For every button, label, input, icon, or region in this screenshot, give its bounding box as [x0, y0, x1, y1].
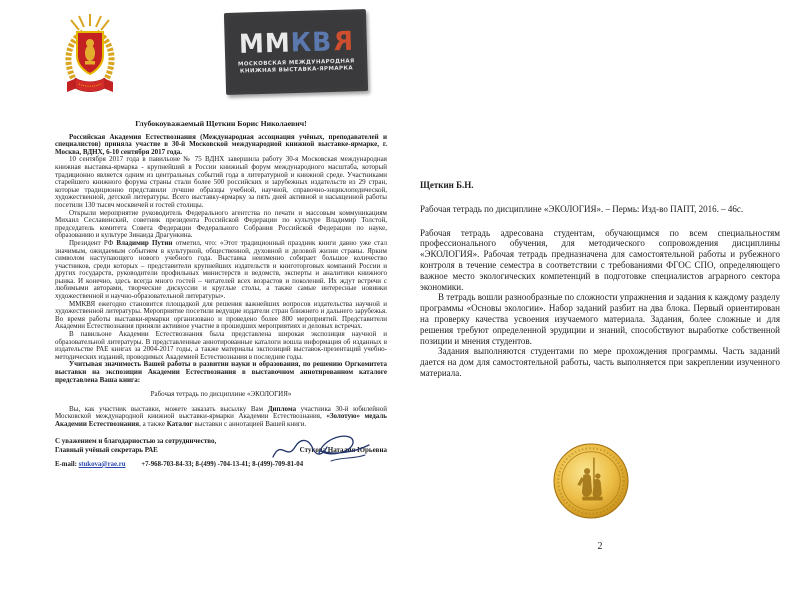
signer-name: Стукова Наталия Юрьевна	[299, 446, 387, 455]
annotation-author: Щеткин Б.Н.	[420, 180, 474, 190]
letter-greeting: Глубокоуважаемый Щеткин Борис Николаевич!	[135, 119, 307, 128]
letter-paragraph-5: В павильоне Академии Естествознания была представлена широкая экспозиция научной и образовательной литературы. В представленные аннотированные каталоги вошла информация об изданных в издательстве РАЕ книгах за 2004-2017 годы, а также материалы экспозиций выставок-презентаций учебно-методических изданий, проводимых Академией Естествознания в последние годы.	[55, 330, 387, 361]
annotation-paragraph-2: В тетрадь вошли разнообразные по сложности упражнения и задания к каждому разделу программы «Основы экологии». Набор заданий разбит на два блока. Первый ориентирован на проверку качества усвоения изучаемого материала. Задания, более сложные и для решения требуют определенной эрудиции и знаний, способствуют выработке собственной позиции и мнения студентов.	[420, 292, 780, 346]
closing-respect-line: С уважением и благодарностью за сотрудничество,	[55, 436, 217, 445]
letter-closing	[55, 438, 387, 455]
mmkvya-caption-line2: КНИЖНАЯ ВЫСТАВКА-ЯРМАРКА	[239, 64, 354, 75]
mmkvya-plaque	[224, 9, 368, 95]
letter-paragraph-2: Открыли мероприятие руководитель Федерального агентства по печати и массовым коммуникациям Михаил Сеславинский, советник президента Российской Федерации по культуре Владимир Толстой, председатель комитета Совета Федерации Федерального Собрания Российской Федерации по науке, образованию и культуре Зинаида Драгункина.	[55, 208, 387, 240]
letter-paragraph-1: 10 сентября 2017 года в павильоне № 75 ВДНХ завершила работу 30-я Московская международная книжная выставка-ярмарка - крупнейший в России книжный форум международного масштаба, который традиционно является одним из центральных событий года в литературной и книжной среде. Участниками старейшего книжного форума страны стали более 500 российских и зарубежных издательств из 29 стран, которые традиционно представили лучшие образцы учебной, научной, справочно-энциклопедической, художественной, детской литературы. Всего выставку-ярмарку за пять дней активной и насыщенной работы посетили 130 тысяч москвичей и гостей столицы.	[55, 155, 387, 209]
annotation-page	[420, 180, 780, 592]
letter-paragraph-3: Президент РФ Владимир Путин отметил, что: «Этот традиционный праздник книги давно уже стал значимым, ожидаемым событием в культурной, общественной, духовной и деловой жизни страны. Ярким символом наступающего нового учебного года. Выставка неизменно собирает большое количество участников, среди которых – представители крупнейших издательств и книготорговых компаний России и других государств, руководители профильных министерств и ведомств, эксперты и аналитики книжного рынка. И конечно, здесь всегда много гостей – читателей всех возрастов и поколений. Их ждут встречи с любимыми авторами, творческие дискуссии и круглые столы, а также самые интересные новинки художественной и научно-образовательной литературы».	[55, 238, 387, 301]
page-number: 2	[597, 541, 603, 552]
phone-numbers: +7-968-703-84-33; 8-(499) -704-13-41; 8-(499)-709-81-04	[141, 460, 304, 468]
rae-coat-of-arms-icon	[59, 12, 121, 106]
annotation-paragraph-3: Задания выполняются студентами по мере прохождения программы. Часть заданий дается на дом для самостоятельной работы, часть выполняется при закреплении изученного материала.	[420, 346, 780, 378]
letter-paragraph-4: ММКВЯ ежегодно становится площадкой для решения важнейших вопросов издательства научной и художественной литературы. Мероприятие посетили ведущие издатели стран ближнего и дальнего зарубежья. Во время работы выставки-ярмарки организовано и проведено более 800 мероприятий. Представители Академии Естествознания приняли активное участие в прошедших мероприятиях и деловых встречах.	[55, 299, 387, 331]
email-label: E-mail:	[55, 460, 77, 468]
gold-medal-icon	[552, 442, 630, 520]
handwritten-signature-icon	[269, 431, 373, 465]
annotation-paragraph-1: Рабочая тетрадь адресована студентам, обучающимся по всем специальностям профессионального обучения, для методического сопровождения дисциплины «ЭКОЛОГИЯ». Рабочая тетрадь предназначена для самостоятельной работы и рубежного контроля в течение семестра в соответствии с требованиями ФГОС СПО, определяющего важное место экологических компетенций в подготовке специалистов аграрного сектора экономики.	[420, 227, 780, 292]
mmkvya-logo-icon: ММКВR	[238, 25, 353, 59]
email-link[interactable]: stukova@rae.ru	[78, 460, 126, 468]
letter-header	[55, 8, 387, 112]
letter-paragraph-7: Вы, как участник выставки, можете заказать высылку Вам Диплома участника 30-й юбилейной Московской международной книжной выставки-ярмарки Академии Естествознания, «Золотую» медаль Академии Естествознания, а также Каталог выставки с аннотацией Вашей книги.	[55, 404, 387, 428]
mmkvya-caption	[238, 58, 355, 75]
closing-position: Главный учёный секретарь РАЕ	[55, 446, 158, 455]
letter-page	[55, 8, 387, 594]
letter-book-title: Рабочая тетрадь по дисциплине «ЭКОЛОГИЯ»	[150, 390, 292, 399]
letter-paragraph-intro: Российская Академия Естествознания (Международная ассоциация учёных, преподавателей и специалистов) приняла участие в 30-й Московской международной книжной выставке-ярмарке, г. Москва, ВДНХ, 6-10 сентября 2017 года.	[55, 132, 387, 156]
letter-body	[55, 120, 387, 468]
mmkvya-caption-line1: МОСКОВСКАЯ МЕЖДУНАРОДНАЯ	[237, 57, 355, 68]
annotation-bibliography: Рабочая тетрадь по дисциплине «ЭКОЛОГИЯ». – Пермь: Изд-во ПАПТ, 2016. – 46с.	[420, 203, 744, 214]
letter-paragraph-6: Учитывая значимость Вашей работы в развитии науки и образования, по решению Оргкомитета выставки на экспозиции Академии Естествознания в выставочном аннотированном каталоге представлена Ваша книга:	[55, 360, 387, 384]
